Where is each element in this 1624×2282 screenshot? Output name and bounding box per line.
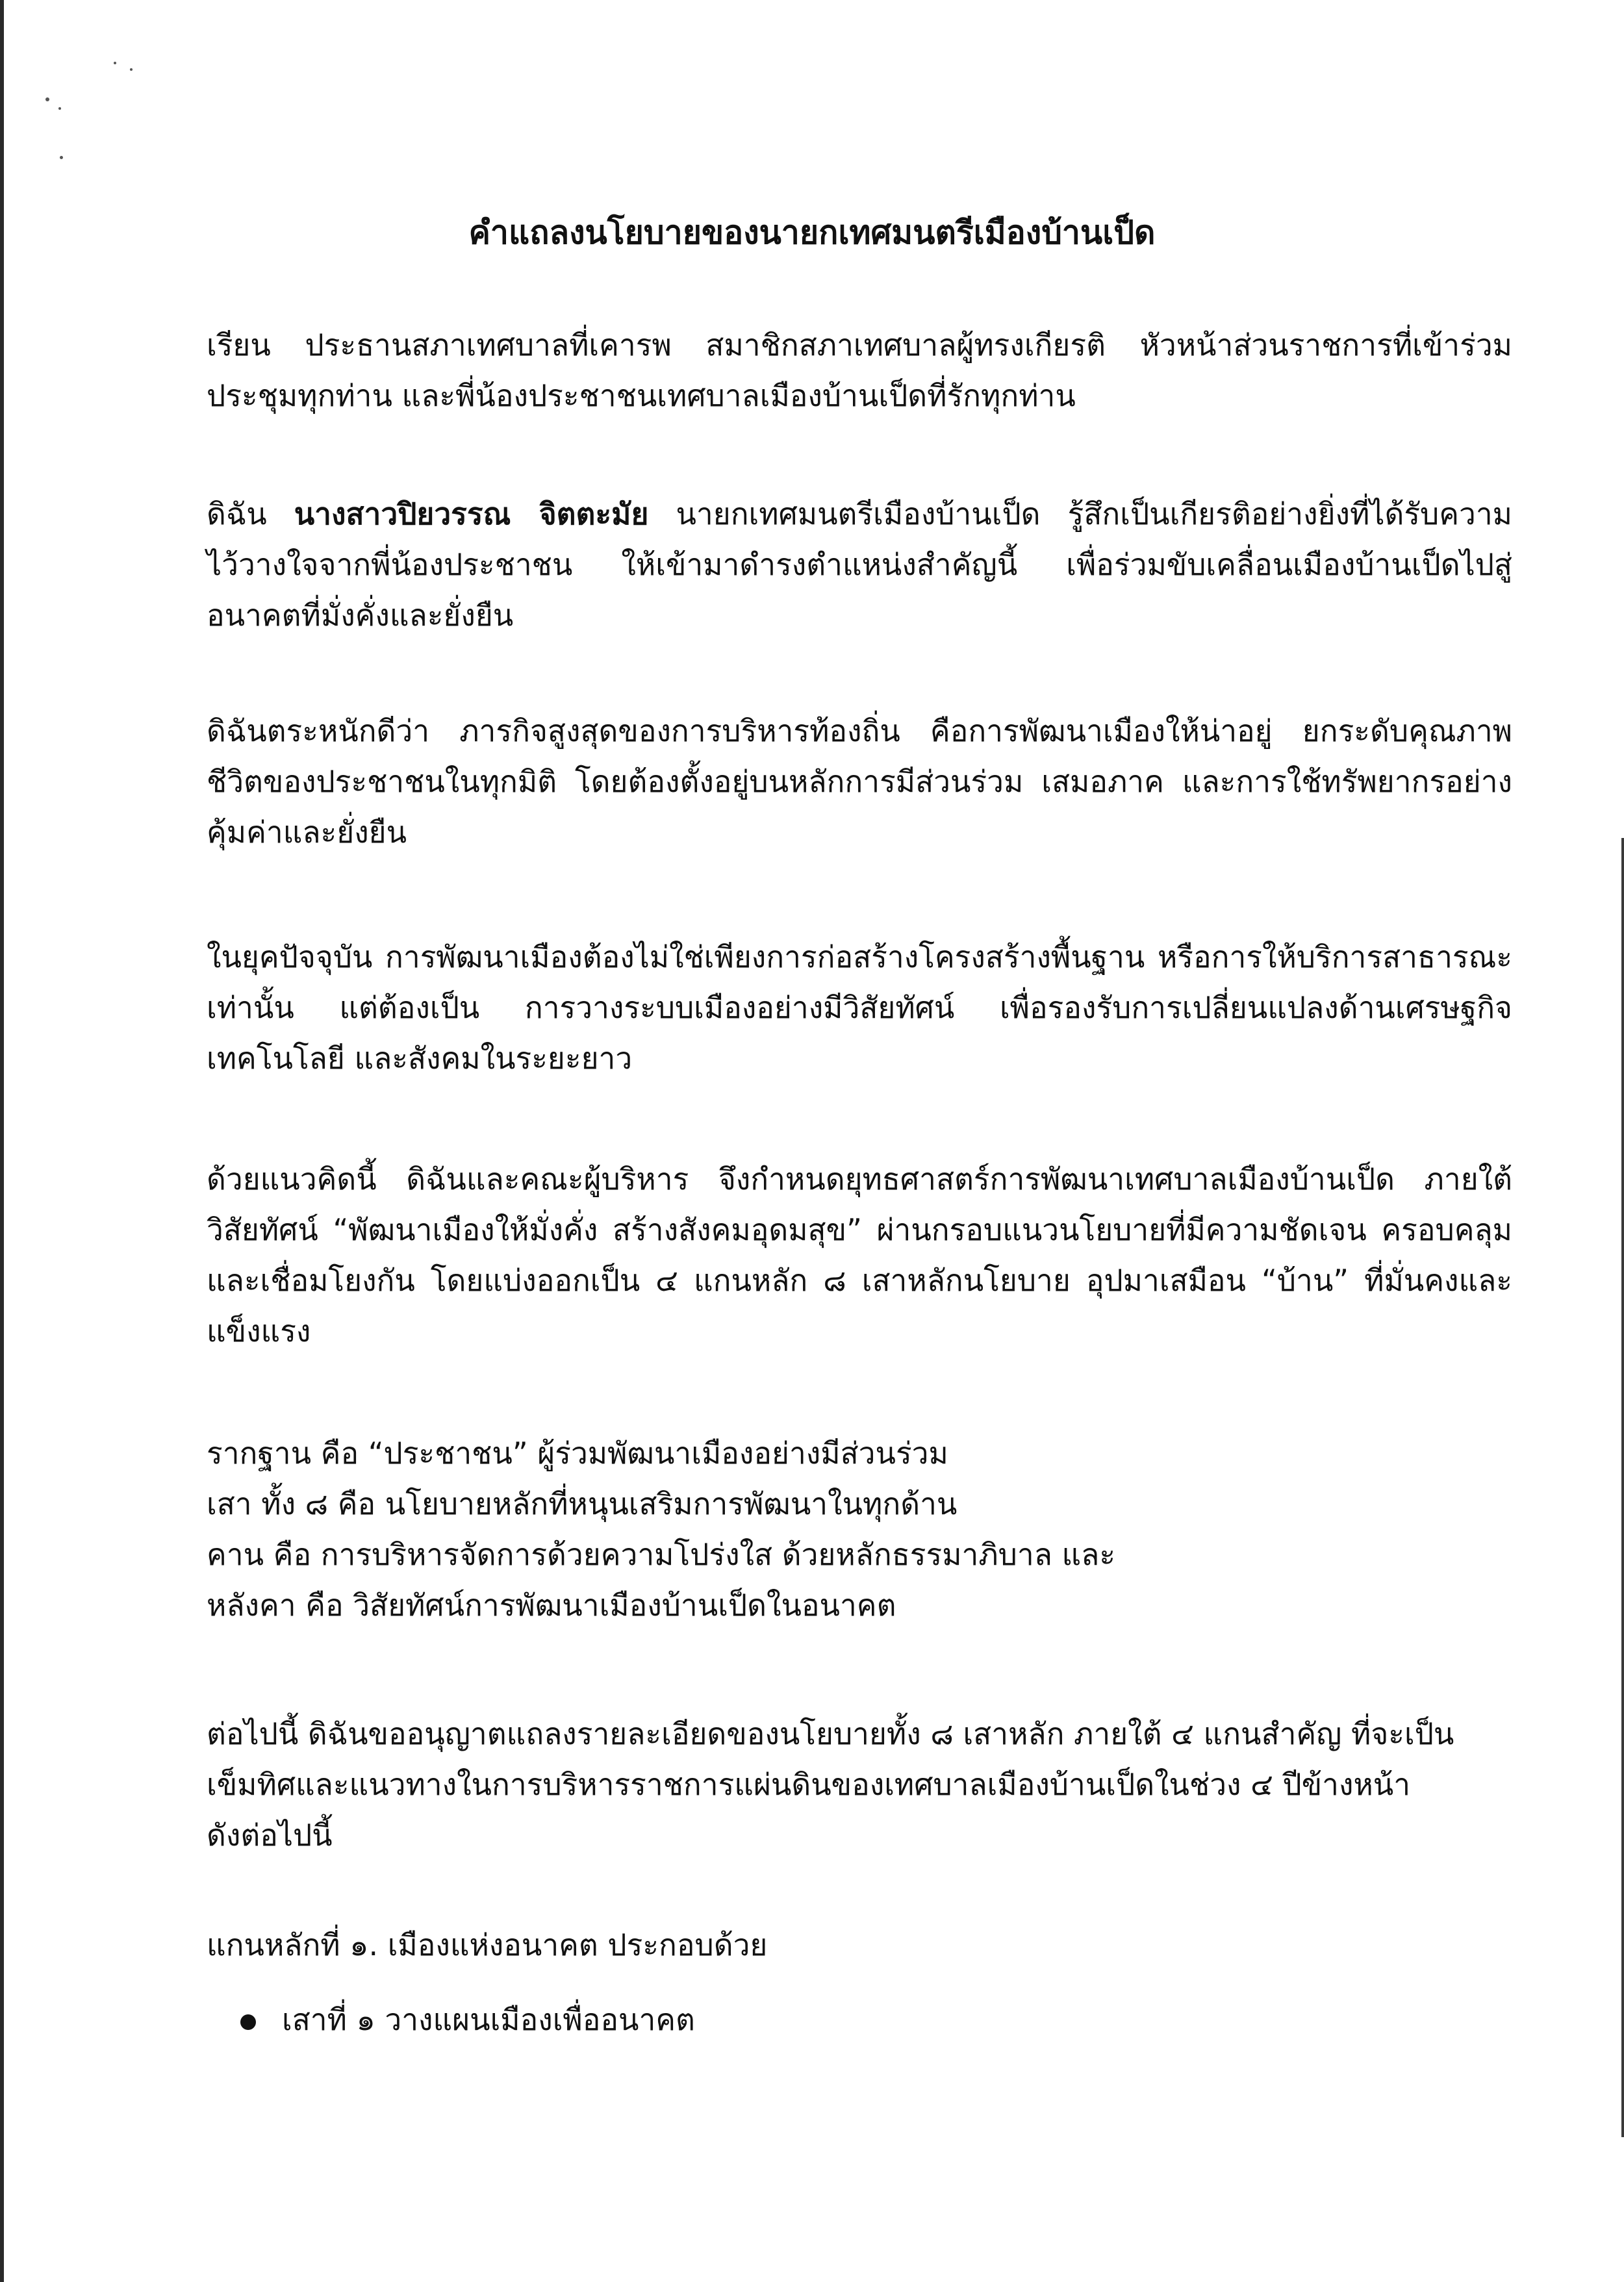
house-item-beam: คาน คือ การบริหารจัดการด้วยความโปร่งใส ด้วยหลักธรรมาภิบาล และ <box>207 1537 1116 1572</box>
scan-edge-left <box>0 0 4 2282</box>
text-line: ไว้วางใจจากพี่น้องประชาชน ให้เข้ามาดำรงตำแหน่งสำคัญนี้ เพื่อร่วมขับเคลื่อนเมืองบ้านเป็ดไปสู่ <box>207 547 1512 582</box>
bullet-icon <box>240 2014 256 2030</box>
text-line: วิสัยทัศน์ “พัฒนาเมืองให้มั่งคั่ง สร้างสังคมอุดมสุข” ผ่านกรอบแนวนโยบายที่มีความชัดเจน ครอบคลุม <box>207 1212 1512 1247</box>
text-line: และเชื่อมโยงกัน โดยแบ่งออกเป็น ๔ แกนหลัก ๘ เสาหลักนโยบาย อุปมาเสมือน “บ้าน” ที่มั่นคงและ <box>207 1263 1512 1298</box>
scan-edge-right <box>1621 838 1624 2137</box>
intro-line1-rest: นายกเทศมนตรีเมืองบ้านเป็ด รู้สึกเป็นเกียรติอย่างยิ่งที่ได้รับความ <box>648 496 1512 531</box>
text-line: แกนหลักที่ ๑. เมืองแห่งอนาคต ประกอบด้วย <box>207 1927 768 1962</box>
intro-prefix: ดิฉัน <box>207 496 294 531</box>
text-line: เท่านั้น แต่ต้องเป็น การวางระบบเมืองอย่างมีวิสัยทัศน์ เพื่อรองรับการเปลี่ยนแปลงด้านเศรษฐกิจ <box>207 990 1512 1025</box>
text-line: อนาคตที่มั่งคั่งและยั่งยืน <box>207 598 514 633</box>
house-item-foundation: รากฐาน คือ “ประชาชน” ผู้ร่วมพัฒนาเมืองอย่างมีส่วนร่วม <box>207 1436 948 1471</box>
pillar-1-label: เสาที่ ๑ วางแผนเมืองเพื่ออนาคต <box>282 2002 695 2037</box>
text-line: ดังต่อไปนี้ <box>207 1818 333 1853</box>
document-title: คำแถลงนโยบายของนายกเทศมนตรีเมืองบ้านเป็ด <box>468 214 1156 251</box>
text-line: แข็งแรง <box>207 1313 311 1349</box>
intro-paragraph <box>207 488 1512 640</box>
mission-paragraph <box>207 705 1512 857</box>
text-line: ดิฉันตระหนักดีว่า ภารกิจสูงสุดของการบริหารท้องถิ่น คือการพัฒนาเมืองให้น่าอยู่ ยกระดับคุณภาพ <box>207 713 1512 748</box>
text-line: ชีวิตของประชาชนในทุกมิติ โดยต้องตั้งอยู่บนหลักการมีส่วนร่วม เสมอภาค และการใช้ทรัพยากรอย่าง <box>207 764 1512 799</box>
pillar-1-list-item <box>240 1994 695 2045</box>
scan-speck <box>60 156 63 159</box>
text-line: ด้วยแนวคิดนี้ ดิฉันและคณะผู้บริหาร จึงกำหนดยุทธศาสตร์การพัฒนาเทศบาลเมืองบ้านเป็ด ภายใต้ <box>207 1161 1512 1197</box>
scan-speck <box>45 97 49 101</box>
scan-speck <box>58 107 61 110</box>
text-line: เทคโนโลยี และสังคมในระยะยาว <box>207 1041 633 1076</box>
text-line: เรียน ประธานสภาเทศบาลที่เคารพ สมาชิกสภาเทศบาลผู้ทรงเกียรติ หัวหน้าส่วนราชการที่เข้าร่วม <box>207 327 1512 362</box>
text-line <box>207 488 1512 539</box>
text-line: เข็มทิศและแนวทางในการบริหารราชการแผ่นดินของเทศบาลเมืองบ้านเป็ดในช่วง ๔ ปีข้างหน้า <box>207 1767 1411 1802</box>
text-line: ในยุคปัจจุบัน การพัฒนาเมืองต้องไม่ใช่เพียงการก่อสร้างโครงสร้างพื้นฐาน หรือการให้บริการสาธารณะ <box>207 939 1512 974</box>
greeting-paragraph <box>207 320 1512 421</box>
vision-paragraph <box>207 1154 1512 1356</box>
text-line: ประชุมทุกท่าน และพี่น้องประชาชนเทศบาลเมืองบ้านเป็ดที่รักทุกท่าน <box>207 378 1076 413</box>
mayor-name: นางสาวปิยวรรณ จิตตะมัย <box>294 496 649 531</box>
era-paragraph <box>207 932 1512 1084</box>
house-item-pillars: เสา ทั้ง ๘ คือ นโยบายหลักที่หนุนเสริมการพัฒนาในทุกด้าน <box>207 1486 958 1521</box>
house-metaphor-list <box>207 1428 1512 1630</box>
axis-1-heading <box>207 1920 1512 1970</box>
scan-speck <box>114 62 116 64</box>
next-paragraph <box>207 1708 1512 1860</box>
text-line: ต่อไปนี้ ดิฉันขออนุญาตแถลงรายละเอียดของนโยบายทั้ง ๘ เสาหลัก ภายใต้ ๔ แกนสำคัญ ที่จะเป็น <box>207 1716 1454 1751</box>
house-item-roof: หลังคา คือ วิสัยทัศน์การพัฒนาเมืองบ้านเป็ดในอนาคต <box>207 1588 896 1623</box>
scan-speck <box>130 68 133 71</box>
text-line: คุ้มค่าและยั่งยืน <box>207 815 407 850</box>
